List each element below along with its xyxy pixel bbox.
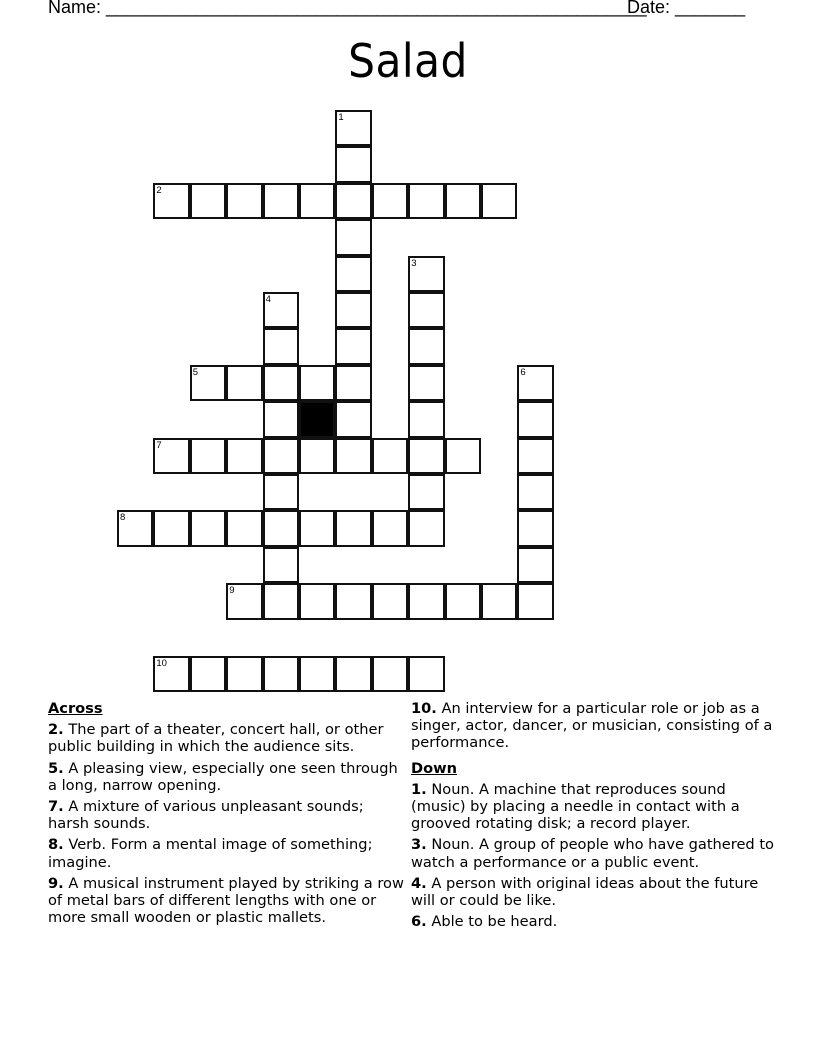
crossword-cell[interactable]	[372, 583, 408, 619]
crossword-cell[interactable]	[335, 510, 371, 546]
clue-across-8	[48, 836, 408, 870]
crossword-cell[interactable]	[263, 401, 299, 437]
clue-number: 7.	[48, 798, 64, 816]
crossword-cell[interactable]	[190, 438, 226, 474]
crossword-cell[interactable]	[445, 583, 481, 619]
crossword-cell[interactable]	[335, 146, 371, 182]
crossword-cell[interactable]	[335, 583, 371, 619]
crossword-cell[interactable]	[408, 292, 444, 328]
crossword-cell[interactable]	[263, 328, 299, 364]
cell-number: 10	[156, 658, 167, 669]
clue-number: 6.	[411, 913, 427, 931]
clues-column-right	[411, 700, 776, 934]
crossword-cell[interactable]	[263, 183, 299, 219]
across-heading: Across	[48, 700, 103, 717]
crossword-cell[interactable]	[335, 292, 371, 328]
crossword-cell[interactable]	[226, 183, 262, 219]
clue-text: The part of a theater, concert hall, or other public building in which the audience sits.	[48, 721, 384, 756]
clue-across-5	[48, 760, 408, 794]
crossword-cell[interactable]	[481, 183, 517, 219]
clue-number: 1.	[411, 780, 427, 798]
clue-text: A pleasing view, especially one seen through a long, narrow opening.	[48, 759, 398, 794]
name-field-label[interactable]: Name: ______________________________________________________	[48, 0, 647, 17]
clue-text: A musical instrument played by striking a row of metal bars of different lengths with one or more small wooden or plastic mallets.	[48, 874, 404, 927]
crossword-cell[interactable]	[299, 365, 335, 401]
crossword-cell[interactable]	[263, 365, 299, 401]
crossword-cell[interactable]	[190, 365, 226, 401]
crossword-cell[interactable]	[263, 510, 299, 546]
crossword-cell[interactable]	[190, 183, 226, 219]
cell-number: 1	[338, 112, 344, 123]
crossword-cell[interactable]	[299, 656, 335, 692]
clue-number: 3.	[411, 836, 427, 854]
crossword-cell[interactable]	[372, 656, 408, 692]
crossword-cell[interactable]	[408, 365, 444, 401]
clue-across-9	[48, 875, 408, 927]
cell-number: 4	[265, 294, 271, 305]
clue-text: A person with original ideas about the future will or could be like.	[411, 874, 759, 910]
crossword-cell[interactable]	[153, 183, 189, 219]
crossword-cell[interactable]	[408, 510, 444, 546]
crossword-cell[interactable]	[190, 656, 226, 692]
clue-down-1	[411, 781, 776, 833]
crossword-cell[interactable]	[335, 365, 371, 401]
crossword-cell[interactable]	[335, 183, 371, 219]
crossword-cell[interactable]	[153, 510, 189, 546]
cell-number: 9	[229, 585, 235, 597]
cell-number: 7	[156, 439, 162, 451]
date-field-label[interactable]: Date: _______	[627, 0, 746, 17]
crossword-cell[interactable]	[263, 438, 299, 474]
page-title: Salad	[348, 34, 468, 88]
crossword-cell[interactable]	[517, 547, 553, 583]
crossword-cell[interactable]	[335, 656, 371, 692]
crossword-cell[interactable]	[335, 110, 371, 146]
clue-down-4	[411, 875, 776, 909]
crossword-cell[interactable]	[335, 219, 371, 255]
crossword-cell[interactable]	[408, 438, 444, 474]
crossword-cell[interactable]	[263, 583, 299, 619]
crossword-cell[interactable]	[299, 510, 335, 546]
crossword-cell[interactable]	[299, 583, 335, 619]
clue-text: Noun. A group of people who have gathered to watch a performance or a public event.	[411, 836, 774, 871]
crossword-cell[interactable]	[226, 656, 262, 692]
crossword-cell[interactable]	[226, 438, 262, 474]
crossword-cell[interactable]	[335, 401, 371, 437]
clue-text: Verb. Form a mental image of something; imagine.	[48, 836, 373, 871]
black-cell	[299, 401, 335, 437]
crossword-cell[interactable]	[445, 438, 481, 474]
crossword-cell[interactable]	[335, 256, 371, 292]
crossword-cell[interactable]	[408, 328, 444, 364]
clues-column-left	[48, 700, 408, 930]
crossword-cell[interactable]	[263, 474, 299, 510]
crossword-cell[interactable]	[153, 656, 189, 692]
cell-number: 6	[520, 366, 526, 378]
clue-text: Noun. A machine that reproduces sound (music) by placing a needle in contact with a grooved rotating disk; a record player.	[411, 780, 740, 833]
crossword-cell[interactable]	[335, 328, 371, 364]
crossword-cell[interactable]	[408, 656, 444, 692]
cell-number: 3	[411, 257, 417, 269]
crossword-cell[interactable]	[226, 510, 262, 546]
clue-number: 4.	[411, 874, 427, 892]
crossword-cell[interactable]	[299, 438, 335, 474]
crossword-cell[interactable]	[408, 583, 444, 619]
crossword-cell[interactable]	[481, 583, 517, 619]
crossword-cell[interactable]	[190, 510, 226, 546]
crossword-cell[interactable]	[517, 583, 553, 619]
crossword-cell[interactable]	[445, 183, 481, 219]
crossword-cell[interactable]	[117, 510, 153, 546]
crossword-cell[interactable]	[263, 547, 299, 583]
clue-text: Able to be heard.	[431, 913, 558, 931]
clue-number: 9.	[48, 874, 64, 892]
crossword-cell[interactable]	[153, 438, 189, 474]
crossword-cell[interactable]	[372, 438, 408, 474]
crossword-cell[interactable]	[408, 474, 444, 510]
crossword-cell[interactable]	[517, 438, 553, 474]
crossword-cell[interactable]	[408, 256, 444, 292]
clue-number: 8.	[48, 836, 64, 854]
crossword-cell[interactable]	[517, 510, 553, 546]
clue-number: 10.	[411, 700, 437, 717]
down-heading: Down	[411, 759, 458, 777]
cell-number: 8	[120, 512, 126, 524]
crossword-cell[interactable]	[372, 510, 408, 546]
clue-down-6	[411, 913, 776, 930]
clue-down-3	[411, 836, 776, 870]
crossword-cell[interactable]	[517, 401, 553, 437]
clue-number: 5.	[48, 759, 64, 777]
crossword-cell[interactable]	[517, 365, 553, 401]
clue-number: 2.	[48, 721, 64, 739]
crossword-cell[interactable]	[226, 583, 262, 619]
clue-across-7	[48, 798, 408, 832]
crossword-cell[interactable]	[263, 656, 299, 692]
crossword-cell[interactable]	[299, 183, 335, 219]
cell-number: 2	[156, 184, 162, 196]
crossword-cell[interactable]	[226, 365, 262, 401]
crossword-cell[interactable]	[372, 183, 408, 219]
clue-across-2	[48, 721, 408, 755]
crossword-cell[interactable]	[408, 183, 444, 219]
crossword-cell[interactable]	[335, 438, 371, 474]
crossword-cell[interactable]	[517, 474, 553, 510]
cell-number: 5	[192, 366, 199, 378]
crossword-cell[interactable]	[408, 401, 444, 437]
crossword-cell[interactable]	[263, 292, 299, 328]
clue-text: A mixture of various unpleasant sounds; harsh sounds.	[48, 798, 364, 833]
clue-text: An interview for a particular role or job as a singer, actor, dancer, or musician, consisting of a performance.	[411, 700, 773, 752]
clue-across-10	[411, 700, 776, 752]
